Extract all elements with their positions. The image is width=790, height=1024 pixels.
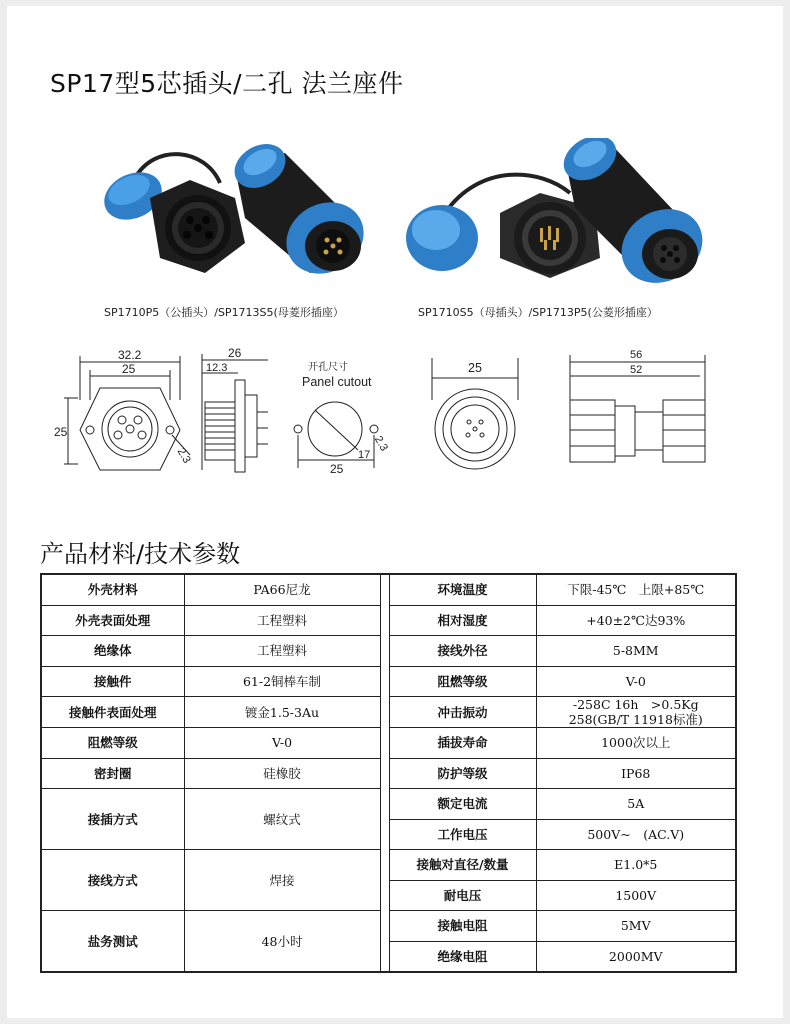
spec-right-label: 接线外径 [389, 636, 536, 667]
spec-right-label: 绝缘电阻 [389, 941, 536, 972]
plug-side-view [570, 349, 705, 462]
product-photo-left [95, 138, 385, 298]
spec-left-label: 密封圈 [41, 758, 184, 789]
spec-left-value: 硅橡胶 [184, 758, 380, 789]
spec-left-value: 螺纹式 [184, 789, 380, 850]
side-view [202, 346, 268, 472]
spec-row [41, 911, 736, 942]
spec-left-label: 外壳材料 [41, 574, 184, 605]
dim-front-inner: 25 [122, 362, 136, 376]
spec-right-label: 阻燃等级 [389, 666, 536, 697]
plug-front-view [432, 358, 518, 469]
spec-left-label: 盐务测试 [41, 911, 184, 973]
flange-socket-icon [150, 180, 245, 273]
spec-row [41, 697, 736, 728]
spec-right-value: 1000次以上 [536, 728, 736, 759]
spec-right-value-line1: -258C 16h >0.5Kg [572, 697, 699, 712]
dim-front-hole: 2.3 [174, 446, 193, 466]
spec-table [40, 573, 737, 973]
dim-side-width: 26 [228, 346, 242, 360]
caption-right: SP1710S5（母插头）/SP1713P5(公菱形插座） [418, 306, 658, 319]
spec-left-value: V-0 [184, 728, 380, 759]
spec-right-value [536, 697, 736, 728]
caption-left: SP1710P5（公插头）/SP1713S5(母菱形插座） [104, 306, 344, 319]
cutout-label-en: Panel cutout [302, 375, 372, 389]
spec-right-value: IP68 [536, 758, 736, 789]
spec-row [41, 758, 736, 789]
dim-cutout-hole: 2.3 [371, 434, 390, 454]
dim-plug-total: 56 [630, 349, 643, 361]
spec-row [41, 789, 736, 820]
spec-left-label: 阻燃等级 [41, 728, 184, 759]
spec-right-value: 1500V [536, 880, 736, 911]
spec-left-label: 外壳表面处理 [41, 605, 184, 636]
spec-right-label: 环境温度 [389, 574, 536, 605]
table-separator [380, 574, 389, 972]
spec-left-value: 焊接 [184, 850, 380, 911]
spec-row [41, 728, 736, 759]
spec-right-value: E1.0*5 [536, 850, 736, 881]
spec-row [41, 574, 736, 605]
spec-right-label: 额定电流 [389, 789, 536, 820]
spec-right-value: 500V~ (AC.V) [536, 819, 736, 850]
spec-row [41, 605, 736, 636]
spec-left-value: 工程塑料 [184, 605, 380, 636]
spec-right-value-line2: 258(GB/T 11918标准) [568, 712, 703, 727]
spec-right-label: 接触对直径/数量 [389, 850, 536, 881]
dim-cutout-spacing: 25 [330, 462, 344, 476]
spec-left-value: 工程塑料 [184, 636, 380, 667]
cutout-label-cn: 开孔尺寸 [308, 362, 348, 373]
spec-right-label: 防护等级 [389, 758, 536, 789]
spec-right-value: 5A [536, 789, 736, 820]
spec-right-label: 接触电阻 [389, 911, 536, 942]
page-title: SP17型5芯插头/二孔 法兰座件 [50, 69, 404, 98]
spec-left-label: 绝缘体 [41, 636, 184, 667]
spec-right-value: 5-8MM [536, 636, 736, 667]
spec-left-label: 接线方式 [41, 850, 184, 911]
dim-plug-body: 52 [630, 364, 643, 376]
dimension-drawing [40, 340, 740, 480]
spec-right-value: 2000MV [536, 941, 736, 972]
spec-left-value: PA66尼龙 [184, 574, 380, 605]
dim-front-height: 25 [54, 425, 68, 439]
spec-right-value: V-0 [536, 666, 736, 697]
dim-front-outer: 32.2 [118, 348, 142, 362]
spec-left-value: 镀金1.5-3Au [184, 697, 380, 728]
spec-left-value: 48小时 [184, 911, 380, 973]
dim-plug-dia: 25 [468, 361, 482, 375]
spec-right-value: 下限-45℃ 上限+85℃ [536, 574, 736, 605]
dim-cutout-dia: 17 [358, 449, 371, 461]
spec-right-label: 插拔寿命 [389, 728, 536, 759]
dim-side-flange: 12.3 [206, 362, 228, 374]
spec-right-value: +40±2℃达93% [536, 605, 736, 636]
spec-left-label: 接触件 [41, 666, 184, 697]
section-title: 产品材料/技术参数 [40, 540, 241, 568]
spec-right-label: 冲击振动 [389, 697, 536, 728]
spec-row [41, 666, 736, 697]
spec-left-label: 接插方式 [41, 789, 184, 850]
spec-right-label: 工作电压 [389, 819, 536, 850]
plug-connector-icon [227, 138, 377, 287]
spec-row [41, 850, 736, 881]
dust-cap-icon [406, 205, 478, 271]
front-view [54, 348, 193, 470]
spec-right-label: 耐电压 [389, 880, 536, 911]
panel-cutout-view [294, 360, 390, 476]
spec-right-label: 相对湿度 [389, 605, 536, 636]
spec-right-value: 5MV [536, 911, 736, 942]
spec-row [41, 636, 736, 667]
product-photo-right [400, 138, 710, 298]
spec-left-label: 接触件表面处理 [41, 697, 184, 728]
spec-left-value: 61-2铜棒车制 [184, 666, 380, 697]
